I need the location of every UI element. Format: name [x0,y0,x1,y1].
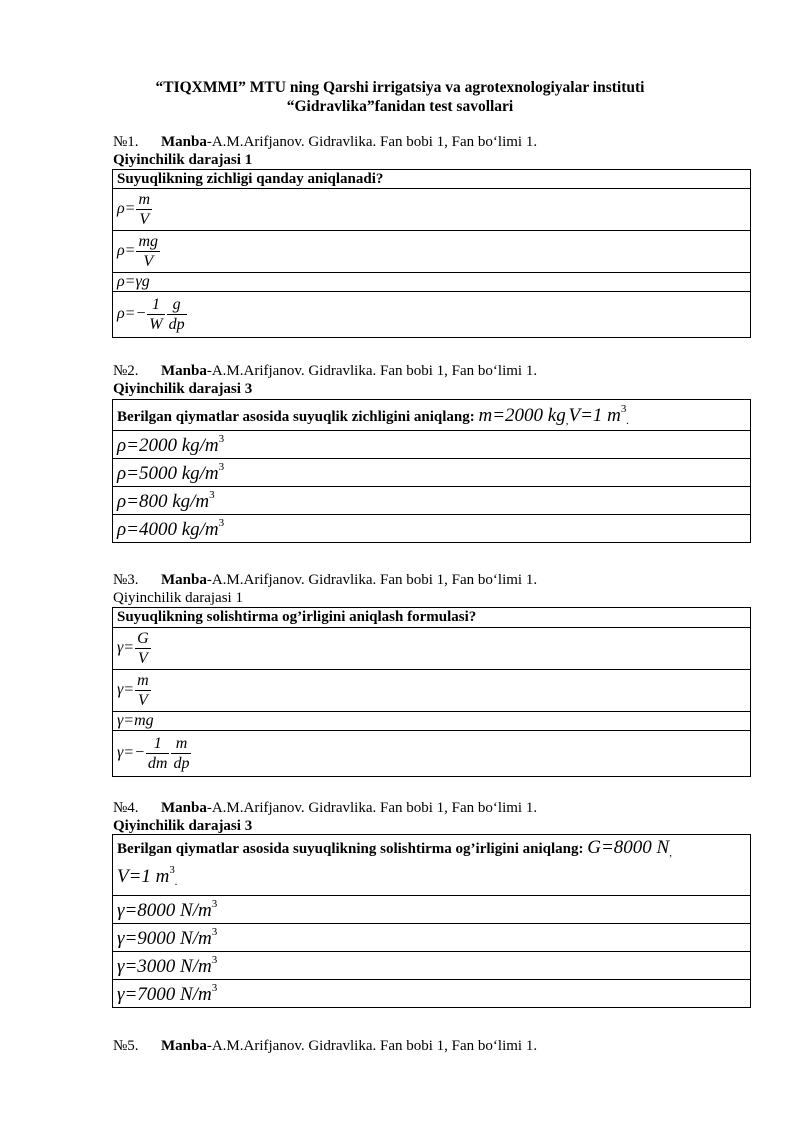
question-2-difficulty: Qiyinchilik darajasi 3 [113,381,253,397]
answer-option: ρ=5000 $kg/m^3$ [113,459,751,487]
source-label: Manba [161,572,207,588]
answer-option: ρ=800 $kg/m^3$ [113,487,751,515]
answer-option: ρ=2000 $kg/m^3$ [113,431,751,459]
question-number: №3. [113,572,139,588]
document-title-line-1: “TIQXMMI” MTU ning Qarshi irrigatsiya va agrotexnologiyalar instituti [155,79,645,96]
question-4-difficulty: Qiyinchilik darajasi 3 [113,818,253,834]
source-label: Manba [161,800,207,816]
question-3-header [113,571,537,589]
question-text: Suyuqlikning zichligi qanday aniqlanadi? [113,170,751,189]
question-number: №1. [113,134,139,150]
question-text: Suyuqlikning solishtirma og’irligini aniqlash formulasi? [113,608,751,628]
answer-option: γ=8000 $N/m^3$ [113,896,751,924]
question-1-header [113,133,537,151]
question-text: Berilgan qiymatlar asosida suyuqlikning solishtirma og’irligini aniqlang: [117,841,584,857]
question-number: №5. [113,1038,139,1054]
question-3-difficulty: Qiyinchilik darajasi 1 [113,590,243,606]
answer-option: ρ=4000 $kg/m^3$ [113,515,751,543]
question-4-header [113,799,537,817]
given-values: m=2000 kg,V=1 $m^3$. [478,402,630,427]
source-text: -A.M.Arifjanov. Gidravlika. Fan bobi 1, Fan bo‘limi 1. [206,134,538,150]
question-4-table [112,834,751,1008]
answer-option: γ=mg [113,712,751,731]
answer-option: ρ=γg [113,273,751,292]
source-text: -A.M.Arifjanov. Gidravlika. Fan bobi 1, Fan bo‘limi 1. [206,363,538,379]
question-row [113,835,751,896]
question-1-table [112,169,751,338]
answer-option: ρ= $\frac{mg}{V}$ [113,231,751,273]
question-number: №2. [113,363,139,379]
question-3-table [112,607,751,777]
source-label: Manba [161,363,207,379]
answer-option: γ= $\frac{m}{V}$ [113,670,751,712]
answer-option: γ= $\frac{G}{V}$ [113,628,751,670]
question-number: №4. [113,800,139,816]
answer-option: γ=3000 $N/m^3$ [113,952,751,980]
source-label: Manba [161,134,207,150]
answer-option: γ=− $\frac{1}{dm}$ $\frac{m}{dp}$ [113,731,751,777]
source-label: Manba [161,1038,207,1054]
given-values: G=8000 N, V=1 $m^3$. [117,837,672,888]
question-2-header [113,362,537,380]
answer-option: γ=7000 $N/m^3$ [113,980,751,1008]
source-text: -A.M.Arifjanov. Gidravlika. Fan bobi 1, Fan bo‘limi 1. [206,800,538,816]
answer-option: ρ= $\frac{m}{V}$ [113,189,751,231]
question-row [113,400,751,431]
question-1-difficulty: Qiyinchilik darajasi 1 [113,152,253,168]
question-text: Berilgan qiymatlar asosida suyuqlik zichligini aniqlang: [117,408,475,425]
document-title-line-2: “Gidravlika”fanidan test savollari [286,98,514,115]
answer-option: ρ=− $\frac{1}{W}$ $\frac{g}{dp}$ [113,292,751,338]
source-text: -A.M.Arifjanov. Gidravlika. Fan bobi 1, Fan bo‘limi 1. [206,1038,538,1054]
answer-option: γ=9000 $N/m^3$ [113,924,751,952]
question-5-header [113,1037,537,1055]
question-2-table [112,399,751,543]
source-text: -A.M.Arifjanov. Gidravlika. Fan bobi 1, Fan bo‘limi 1. [206,572,538,588]
